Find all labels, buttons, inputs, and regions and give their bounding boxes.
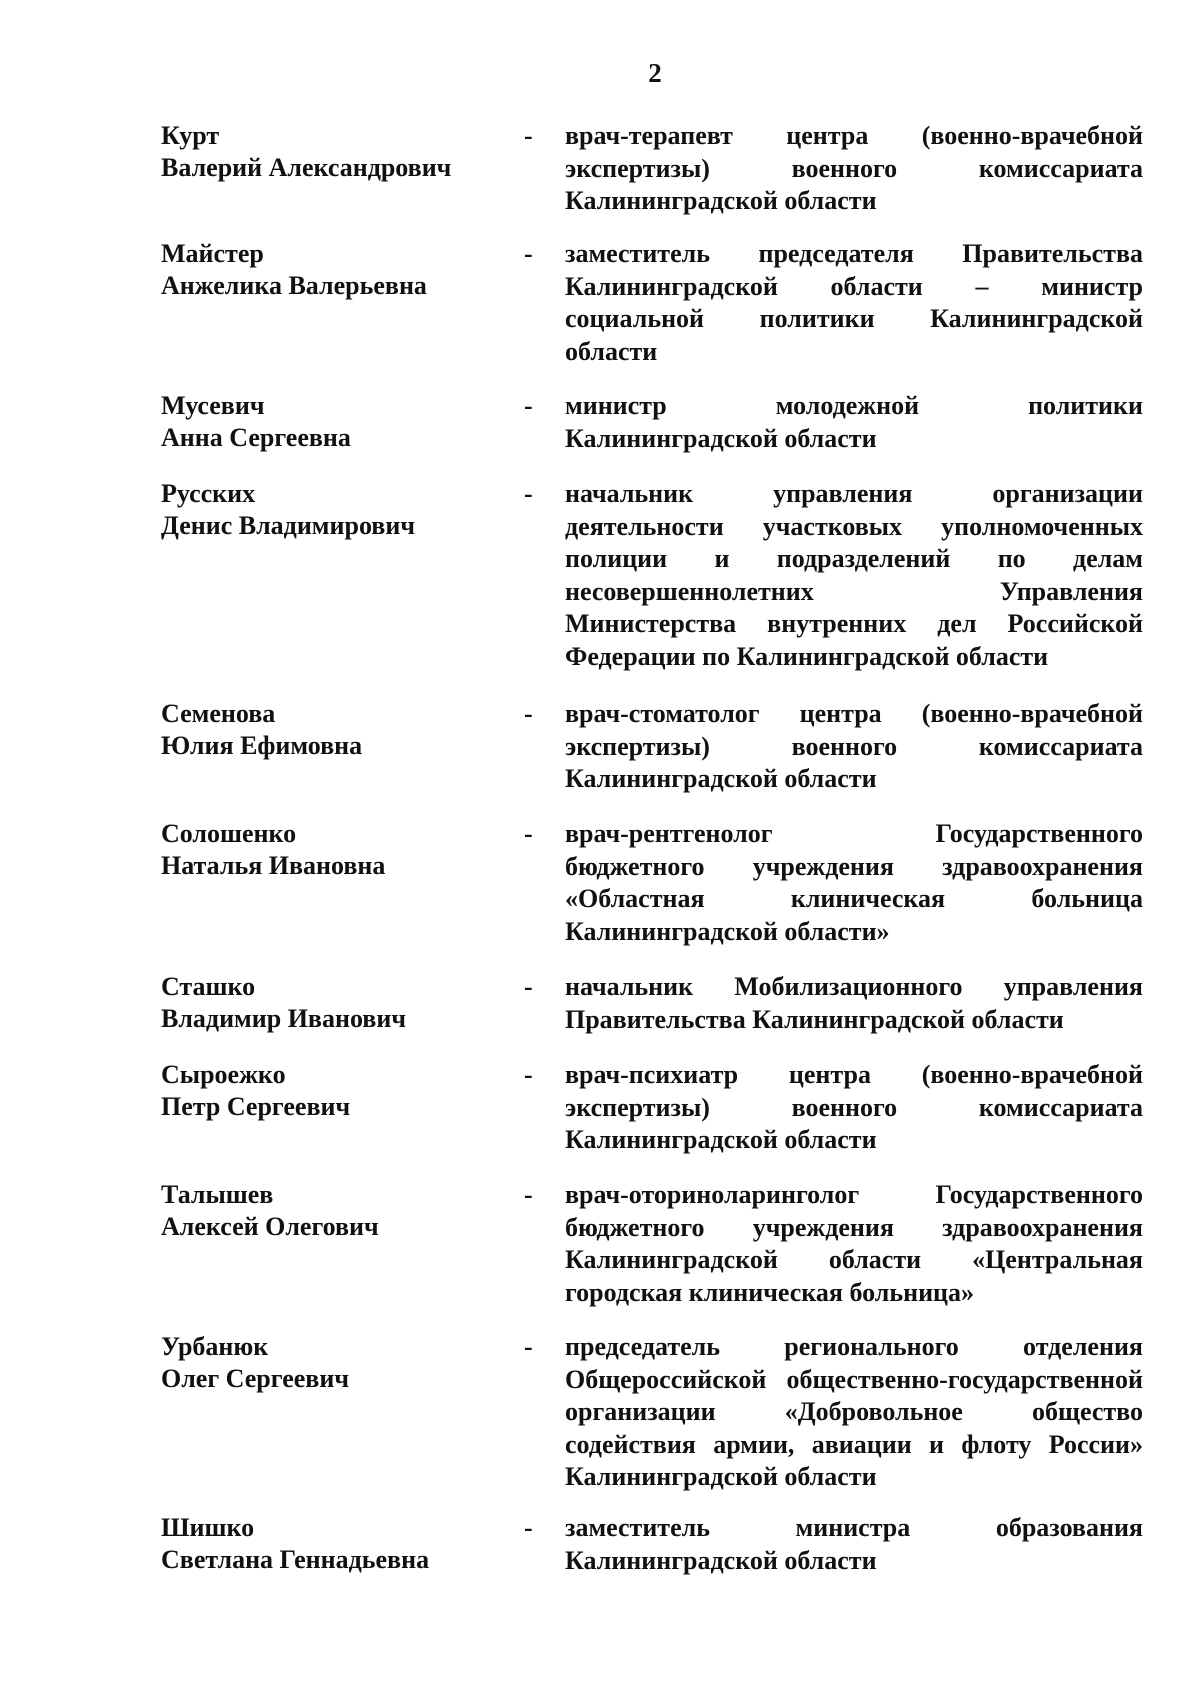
description-line: начальник Мобилизационного управления (565, 972, 1143, 1001)
person-name (161, 120, 501, 184)
description-line: содействия армии, авиации и флоту России» (565, 1429, 1143, 1459)
description-line: заместитель министра образования (565, 1513, 1143, 1542)
position-description (565, 1059, 1143, 1157)
description-line: Общероссийской общественно-государственной (565, 1364, 1143, 1394)
description-line: председатель регионального отделения (565, 1332, 1143, 1361)
person-name (161, 1059, 501, 1123)
dash-separator: - (524, 1332, 533, 1361)
description-line: экспертизы) военного комиссариата (565, 153, 1143, 183)
description-line: экспертизы) военного комиссариата (565, 731, 1143, 761)
description-line: Правительства Калининградской области (565, 1004, 1064, 1034)
description-line: врач-оториноларинголог Государственного (565, 1180, 1143, 1209)
dash-separator: - (524, 1060, 533, 1089)
description-line: Калининградской области (565, 1125, 877, 1154)
page-number: 2 (648, 58, 662, 88)
position-description (565, 390, 1143, 455)
given-names: Анна Сергеевна (161, 423, 351, 452)
person-name (161, 818, 501, 882)
surname: Урбанюк (161, 1332, 269, 1361)
description-line: врач-рентгенолог Государственного (565, 819, 1143, 848)
description-line: Министерства внутренних дел Российской (565, 609, 1143, 638)
surname: Семенова (161, 699, 276, 728)
dash-separator: - (524, 972, 533, 1001)
description-line: социальной политики Калининградской (565, 304, 1143, 333)
dash-separator: - (524, 239, 533, 268)
description-line: Калининградской области «Центральная (565, 1245, 1143, 1274)
surname: Шишко (161, 1513, 255, 1542)
description-line: Федерации по Калининградской области (565, 641, 1049, 671)
dash-separator: - (524, 819, 533, 848)
description-line: городская клиническая больница» (565, 1277, 975, 1307)
given-names: Валерий Александрович (161, 153, 452, 182)
description-line: Калининградской области (565, 1462, 877, 1491)
given-names: Владимир Иванович (161, 1004, 406, 1033)
description-line: заместитель председателя Правительства (565, 239, 1143, 268)
person-name (161, 1512, 501, 1576)
dash-separator: - (524, 391, 533, 420)
position-description (565, 971, 1143, 1036)
description-line: врач-стоматолог центра (военно-врачебной (565, 699, 1143, 728)
surname: Мусевич (161, 391, 265, 420)
position-description (565, 1331, 1143, 1494)
description-line: «Областная клиническая больница (565, 884, 1143, 913)
given-names: Юлия Ефимовна (161, 731, 363, 760)
person-name (161, 698, 501, 762)
description-line: экспертизы) военного комиссариата (565, 1092, 1143, 1122)
given-names: Алексей Олегович (161, 1212, 379, 1241)
dash-separator: - (524, 121, 533, 150)
description-line: несовершеннолетних Управления (565, 576, 1143, 606)
description-line: министр молодежной политики (565, 391, 1143, 420)
person-name (161, 238, 501, 302)
position-description (565, 1512, 1143, 1577)
description-line: врач-терапевт центра (военно-врачебной (565, 121, 1143, 150)
given-names: Денис Владимирович (161, 511, 415, 540)
person-name (161, 1179, 501, 1243)
person-name (161, 390, 501, 454)
position-description (565, 818, 1143, 948)
surname: Майстер (161, 239, 264, 268)
description-line: Калининградской области (565, 186, 877, 215)
person-name (161, 971, 501, 1035)
description-line: Калининградской области (565, 423, 877, 453)
position-description (565, 478, 1143, 673)
description-line: организации «Добровольное общество (565, 1397, 1143, 1426)
description-line: врач-психиатр центра (военно-врачебной (565, 1060, 1143, 1089)
dash-separator: - (524, 1180, 533, 1209)
surname: Сташко (161, 972, 256, 1001)
surname: Русских (161, 479, 256, 508)
given-names: Петр Сергеевич (161, 1092, 351, 1121)
given-names: Олег Сергеевич (161, 1364, 349, 1393)
surname: Сыроежко (161, 1060, 286, 1089)
description-line: области (565, 336, 658, 366)
surname: Курт (161, 121, 220, 150)
given-names: Светлана Геннадьевна (161, 1545, 430, 1574)
given-names: Наталья Ивановна (161, 851, 386, 880)
position-description (565, 120, 1143, 218)
dash-separator: - (524, 479, 533, 508)
description-line: Калининградской области» (565, 916, 890, 946)
dash-separator: - (524, 1513, 533, 1542)
surname: Талышев (161, 1180, 274, 1209)
dash-separator: - (524, 699, 533, 728)
surname: Солошенко (161, 819, 297, 848)
description-line: Калининградской области (565, 1545, 877, 1575)
position-description (565, 238, 1143, 368)
description-line: начальник управления организации (565, 479, 1143, 508)
given-names: Анжелика Валерьевна (161, 271, 427, 300)
description-line: Калининградской области (565, 764, 877, 793)
position-description (565, 1179, 1143, 1309)
description-line: бюджетного учреждения здравоохранения (565, 1212, 1143, 1242)
person-name (161, 478, 501, 542)
position-description (565, 698, 1143, 796)
description-line: полиции и подразделений по делам (565, 544, 1143, 573)
description-line: Калининградской области – министр (565, 271, 1143, 301)
person-name (161, 1331, 501, 1395)
description-line: деятельности участковых уполномоченных (565, 511, 1143, 541)
description-line: бюджетного учреждения здравоохранения (565, 851, 1143, 881)
